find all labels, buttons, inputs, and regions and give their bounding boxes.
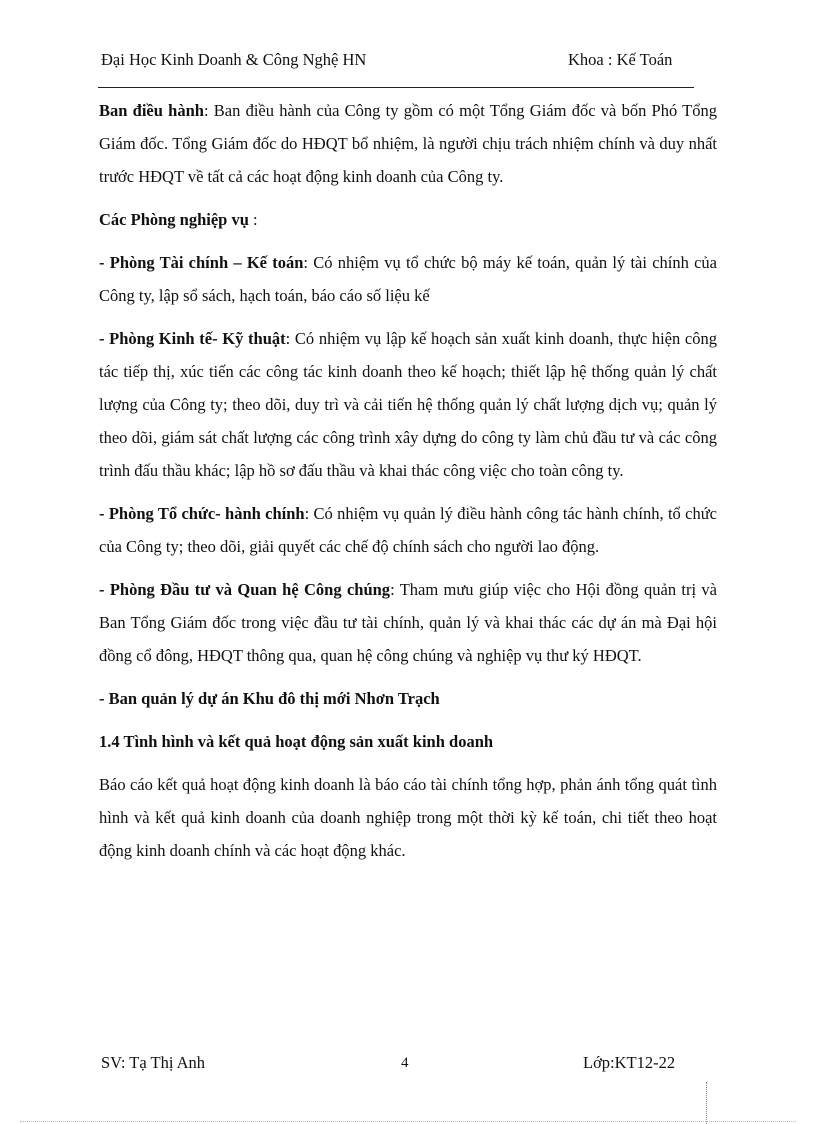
term-ban-quan-ly: - Ban quản lý dự án Khu đô thị mới Nhơn Trạch bbox=[99, 689, 440, 708]
term-cac-phong: Các Phòng nghiệp vụ bbox=[99, 210, 249, 229]
term-phong-dau-tu: - Phòng Đầu tư và Quan hệ Công chúng bbox=[99, 580, 391, 599]
header-university: Đại Học Kinh Doanh & Công Nghệ HN bbox=[101, 50, 367, 69]
term-ban-dieu-hanh: Ban điều hành bbox=[99, 101, 204, 120]
page-edge-vertical bbox=[706, 1082, 707, 1124]
paragraph-phong-dau-tu bbox=[99, 573, 717, 672]
paragraph-bao-cao: Báo cáo kết quả hoạt động kinh doanh là báo cáo tài chính tổng hợp, phản ánh tổng quát tình hình và kết quả kinh doanh của doanh nghiệp trong một thời kỳ kế toán, chi tiết theo hoạt động kinh doanh chính và các hoạt động khác. bbox=[99, 775, 717, 860]
footer-class: Lớp:KT12-22 bbox=[583, 1053, 676, 1072]
paragraph-phong-tai-chinh bbox=[99, 246, 717, 312]
text-ban-dieu-hanh: : Ban điều hành của Công ty gồm có một Tổng Giám đốc và bốn Phó Tổng Giám đốc. Tổng Giám đốc do HĐQT bổ nhiệm, là người chịu trách nhiệm chính và duy nhất trước HĐQT về tất cả các hoạt động kinh doanh của Công ty. bbox=[99, 101, 717, 186]
text-phong-kinh-te: : Có nhiệm vụ lập kế hoạch sản xuất kinh doanh, thực hiện công tác tiếp thị, xúc tiến các công tác kinh doanh theo kế hoạch; thiết lập hệ thống quản lý chất lượng của Công ty; theo dõi, duy trì và cải tiến hệ thống quản lý chất lượng dịch vụ; quản lý theo dõi, giám sát chất lượng các công trình xây dựng do công ty làm chủ đầu tư và các công trình đấu thầu khác; lập hồ sơ đấu thầu và khai thác công việc cho toàn công ty. bbox=[99, 329, 718, 480]
document-body bbox=[99, 94, 717, 877]
term-phong-kinh-te: - Phòng Kinh tế- Kỹ thuật bbox=[99, 329, 286, 348]
paragraph-phong-to-chuc bbox=[99, 497, 717, 563]
paragraph-cac-phong bbox=[99, 203, 717, 236]
paragraph-ban-quan-ly bbox=[99, 682, 717, 715]
text-cac-phong: : bbox=[248, 210, 258, 229]
term-phong-tai-chinh: - Phòng Tài chính – Kế toán bbox=[99, 253, 304, 272]
header-divider bbox=[98, 87, 694, 88]
text-phong-tai-chinh: : Có nhiệm vụ tổ chức bộ máy kế toán, quản lý tài chính của Công ty, lập sổ sách, hạch toán, báo cáo số liệu kế bbox=[99, 253, 717, 305]
text-phong-to-chuc: : Có nhiệm vụ quản lý điều hành công tác hành chính, tổ chức của Công ty; theo dõi, giải quyết các chế độ chính sách cho người lao động. bbox=[99, 504, 717, 556]
footer-page-number: 4 bbox=[401, 1055, 409, 1071]
paragraph-ban-dieu-hanh bbox=[99, 94, 717, 193]
page-edge-horizontal bbox=[20, 1121, 796, 1122]
term-phong-to-chuc: - Phòng Tổ chức- hành chính bbox=[99, 504, 305, 523]
section-heading bbox=[99, 725, 717, 758]
paragraph-phong-kinh-te bbox=[99, 322, 717, 487]
footer-student: SV: Tạ Thị Anh bbox=[101, 1053, 206, 1072]
text-phong-dau-tu: : Tham mưu giúp việc cho Hội đồng quản trị và Ban Tổng Giám đốc trong việc đầu tư tài chính, quản lý và khai thác các dự án mà Đại hội đồng cổ đông, HĐQT thông qua, quan hệ công chúng và nghiệp vụ thư ký HĐQT. bbox=[99, 580, 717, 665]
section-heading-text: 1.4 Tình hình và kết quả hoạt động sản xuất kinh doanh bbox=[99, 732, 494, 751]
header-faculty: Khoa : Kế Toán bbox=[568, 50, 673, 69]
